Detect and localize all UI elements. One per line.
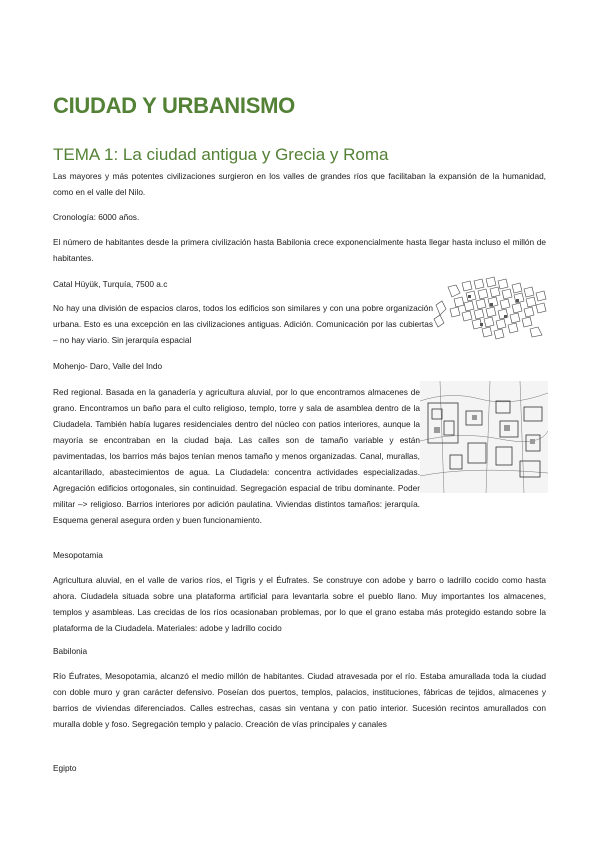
catal-heading: Catal Hüyük, Turquía, 7500 a.c <box>53 279 168 289</box>
mesopotamia-heading: Mesopotamia <box>53 550 103 560</box>
babilonia-paragraph: Río Éufrates, Mesopotamia, alcanzó el medio millón de habitantes. Ciudad atravesada por el río. Estaba amurallada toda la ciudad con doble muro y gran carácter defensivo. Poseían dos puertos, templos, palacios, instituciones, fábricas de tejidos, almacenes y barrios de viviendas diferenciados. Calles estrechas, casas sin ventana y con patio interior. Sucesión recintos amurallados con muralla doble y foso. Segregación templo y palacio. Creación de vías principales y canales <box>53 671 546 729</box>
mohenjo-heading: Mohenjo- Daro, Valle del Indo <box>53 361 163 371</box>
catal-paragraph: No hay una división de espacios claros, todos los edificios son similares y con una pobre organización urbana. Esto es una excepción en las civilizaciones antiguas. Adición. Comunicación por las cubiertas – no hay viario. Sin jerarquía espacial <box>53 303 433 345</box>
egipto-heading: Egipto <box>53 763 77 773</box>
chronology-line: Cronología: 6000 años. <box>53 212 140 222</box>
section-title: TEMA 1: La ciudad antigua y Grecia y Roma <box>53 145 389 164</box>
population-paragraph: El número de habitantes desde la primera civilización hasta Babilonia crece exponencialmente hasta llegar hasta incluso el millón de habitantes. <box>53 237 546 263</box>
mohenjo-daro-map-figure <box>420 381 548 493</box>
mohenjo-paragraph: Red regional. Basada en la ganadería y agricultura aluvial, por lo que encontramos almacenes de grano. Encontramos un baño para el culto religioso, templo, torre y sala de asamblea dentro de la Ciudadela. También había lugares residenciales dentro del núcleo con patios interiores, aunque la mayoría se encontraban en la ciudad baja. Las calles son de tamaño variable y están pavimentadas, los barrios más bajos tenían menos tamaño y menos organizadas. Canal, murallas, alcantarillado, abastecimientos de agua. La Ciudadela: concentra actividades especializadas. Agregación edificios ortogonales, sin continuidad. Segregación espacial de tribu dominante. Poder militar –> religioso. Barrios interiores por adición paulatina. Viviendas distintos tamaños: jerarquía. Esquema general asegura orden y buen funcionamiento. <box>53 387 420 525</box>
intro-paragraph: Las mayores y más potentes civilizaciones surgieron en los valles de grandes ríos que facilitaban la expansión de la humanidad, como en el valle del Nilo. <box>53 171 546 197</box>
document-title: CIUDAD Y URBANISMO <box>53 93 295 118</box>
babilonia-heading: Babilonia <box>53 646 88 656</box>
catal-huyuk-plan-figure <box>432 275 548 345</box>
mesopotamia-paragraph: Agricultura aluvial, en el valle de varios ríos, el Tigris y el Éufrates. Se construye con adobe y barro o ladrillo cocido como hasta ahora. Ciudadela situada sobre una plataforma artificial para levantarla sobre el pueblo llano. Muy importantes los almacenes, templos y asambleas. Las crecidas de los ríos ocasionaban problemas, por lo que el grano estaba más protegido estando sobre la plataforma de la Ciudadela. Materiales: adobe y ladrillo cocido <box>53 575 546 633</box>
